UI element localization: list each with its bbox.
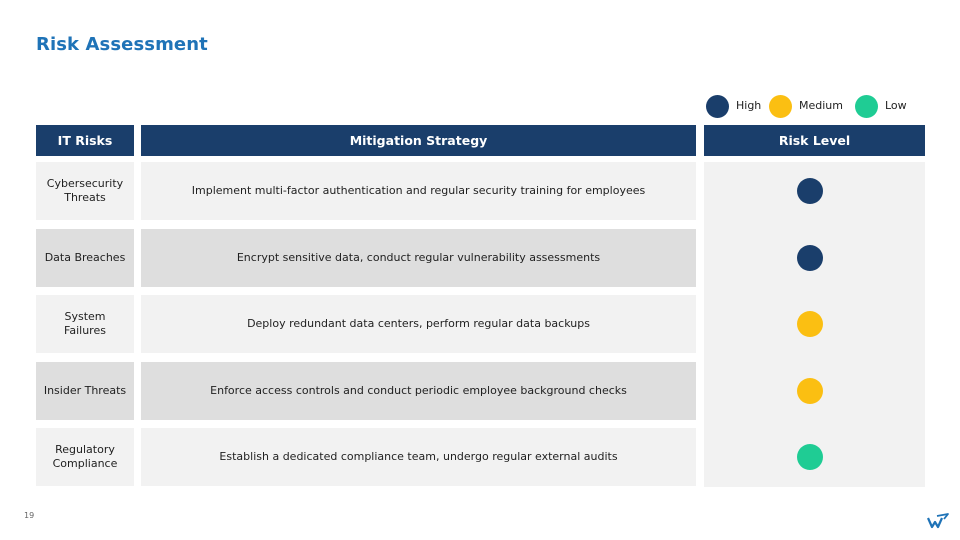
header-it-risks: IT Risks: [36, 125, 134, 156]
mitigation-strategy-cell: Establish a dedicated compliance team, undergo regular external audits: [141, 428, 696, 486]
mitigation-strategy-cell: Implement multi-factor authentication and regular security training for employees: [141, 162, 696, 220]
legend-low-dot: [855, 95, 878, 118]
risk-name-cell: Insider Threats: [36, 362, 134, 420]
risk-level-high-dot: [797, 245, 823, 271]
risk-level-low-dot: [797, 444, 823, 470]
mitigation-strategy-cell: Encrypt sensitive data, conduct regular vulnerability assessments: [141, 229, 696, 287]
header-mitigation-strategy: Mitigation Strategy: [141, 125, 696, 156]
legend-low-label: Low: [885, 99, 907, 112]
legend-high-dot: [706, 95, 729, 118]
risk-level-high-dot: [797, 178, 823, 204]
legend-medium-label: Medium: [799, 99, 843, 112]
mitigation-strategy-cell: Enforce access controls and conduct periodic employee background checks: [141, 362, 696, 420]
risk-name-cell: Regulatory Compliance: [36, 428, 134, 486]
page-number: 19: [24, 511, 35, 520]
company-logo-icon: [927, 513, 949, 533]
risk-level-medium-dot: [797, 311, 823, 337]
risk-level-medium-dot: [797, 378, 823, 404]
slide-title: Risk Assessment: [36, 34, 208, 55]
risk-name-cell: Data Breaches: [36, 229, 134, 287]
mitigation-strategy-cell: Deploy redundant data centers, perform regular data backups: [141, 295, 696, 353]
legend-high-label: High: [736, 99, 762, 112]
header-risk-level: Risk Level: [704, 125, 925, 156]
risk-name-cell: Cybersecurity Threats: [36, 162, 134, 220]
risk-name-cell: System Failures: [36, 295, 134, 353]
legend-medium-dot: [769, 95, 792, 118]
